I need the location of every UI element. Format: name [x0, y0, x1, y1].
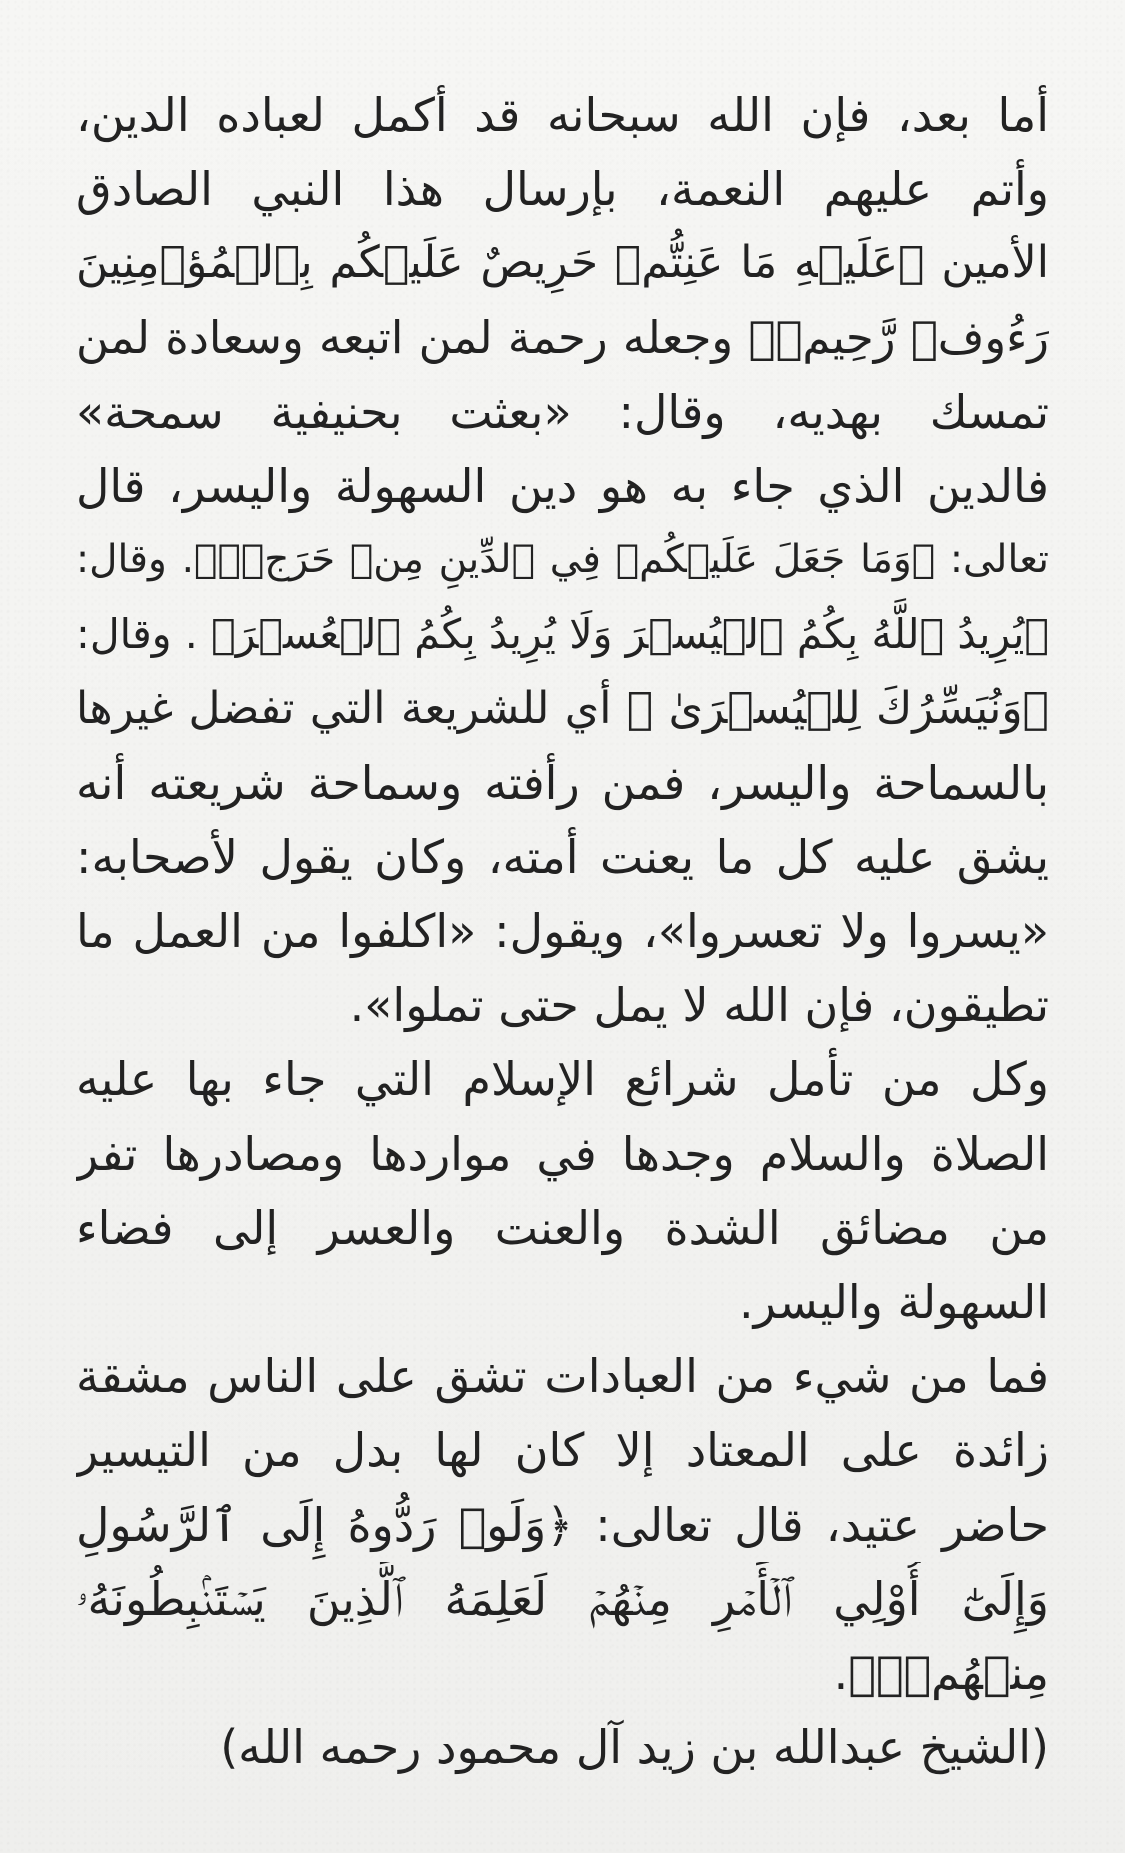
text-line-5: تمسك بهديه، وقال: «بعثت بحنيفية سمحة» — [76, 384, 1049, 439]
attribution-line: (الشيخ عبدالله بن زيد آل محمود رحمه الله) — [220, 1720, 1049, 1775]
note-text-body — [76, 78, 1049, 1784]
text-line-21: وَإِلَىٰٓ أُوْلِي ٱلۡأَمۡرِ مِنۡهُمۡ لَعَلِمَهُ ٱلَّذِينَ يَسۡتَنۢبِطُونَهُۥ — [76, 1571, 1049, 1626]
text-line-8: ﴿يُرِيدُ ٱللَّهُ بِكُمُ ٱلۡيُسۡرَ وَلَا يُرِيدُ بِكُمُ ٱلۡعُسۡرَ﴾ . وقال: — [76, 610, 1049, 659]
text-line-17: السهولة واليسر. — [738, 1275, 1049, 1329]
text-line-1: أما بعد، فإن الله سبحانه قد أكمل لعباده الدين، — [76, 88, 1049, 142]
text-line-12: «يسروا ولا تعسروا»، ويقول: «اكلفوا من العمل ما — [76, 904, 1049, 959]
text-line-3: الأمين ﴿عَلَيۡهِ مَا عَنِتُّمۡ حَرِيصٌ عَلَيۡكُم بِٱلۡمُؤۡمِنِينَ — [76, 237, 1049, 289]
text-line-15: الصلاة والسلام وجدها في مواردها ومصادرها تفر — [76, 1126, 1049, 1181]
text-line-6: فالدين الذي جاء به هو دين السهولة واليسر، قال — [76, 458, 1049, 513]
text-line-16: من مضائق الشدة والعنت والعسر إلى فضاء — [76, 1200, 1049, 1255]
text-line-22: مِنۡهُمۡۗ﴾. — [833, 1645, 1049, 1700]
text-line-9: ﴿وَنُيَسِّرُكَ لِلۡيُسۡرَىٰ ﴾ أي للشريعة التي تفضل غيرها — [76, 682, 1049, 734]
text-line-10: بالسماحة واليسر، فمن رأفته وسماحة شريعته أنه — [76, 755, 1049, 810]
text-line-18: فما من شيء من العبادات تشق على الناس مشقة — [76, 1349, 1049, 1404]
text-line-20: حاضر عتيد، قال تعالى: ﴿وَلَوۡ رَدُّوهُ إِلَى ٱلرَّسُولِ — [76, 1497, 1049, 1552]
text-line-11: يشق عليه كل ما يعنت أمته، وكان يقول لأصحابه: — [76, 829, 1049, 884]
text-line-13: تطيقون، فإن الله لا يمل حتى تملوا». — [349, 978, 1049, 1033]
text-line-4: رَءُوفٞ رَّحِيمٞ﴾ وجعله رحمة لمن اتبعه وسعادة لمن — [76, 310, 1049, 364]
text-line-19: زائدة على المعتاد إلا كان لها بدل من التيسير — [76, 1423, 1049, 1478]
text-line-2: وأتم عليهم النعمة، بإرسال هذا النبي الصادق — [76, 162, 1049, 217]
text-line-7: تعالى: ﴿وَمَا جَعَلَ عَلَيۡكُمۡ فِي ٱلدِّينِ مِنۡ حَرَجٖۚ﴾. وقال: — [76, 537, 1049, 583]
text-line-14: وكل من تأمل شرائع الإسلام التي جاء بها عليه — [76, 1052, 1049, 1107]
